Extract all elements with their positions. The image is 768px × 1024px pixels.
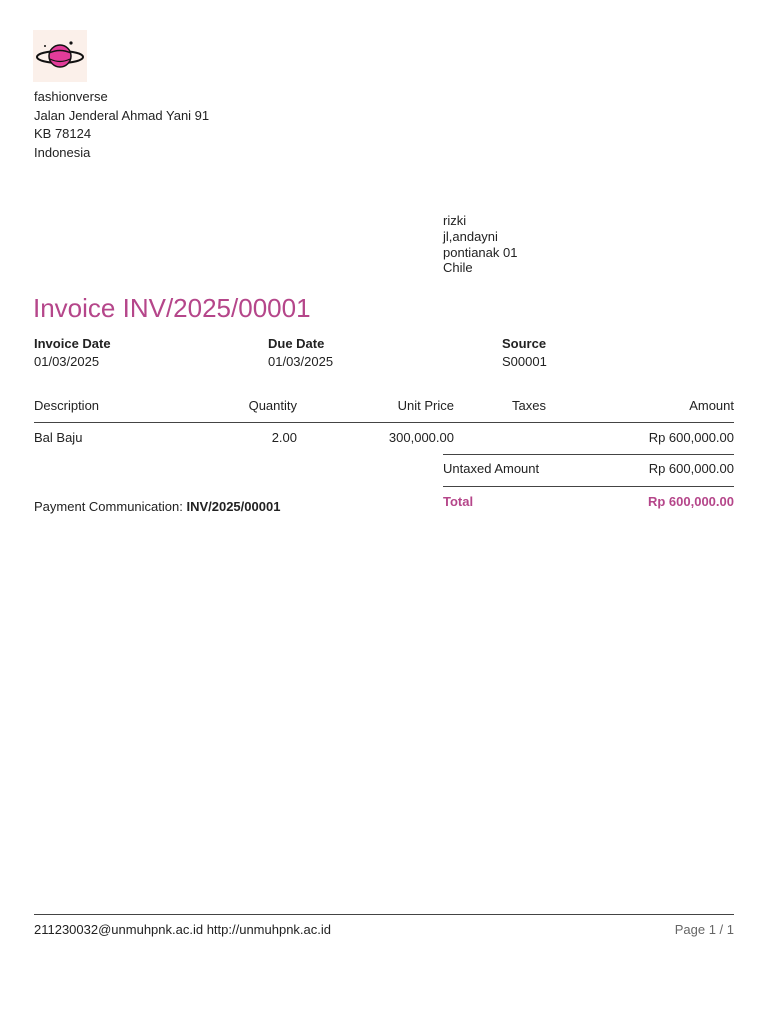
payment-communication (34, 499, 280, 514)
totals-divider-top (443, 454, 734, 455)
untaxed-amount-label: Untaxed Amount (443, 461, 540, 476)
total-value: Rp 600,000.00 (647, 494, 734, 509)
company-address (34, 88, 209, 162)
company-city-zip: KB 78124 (34, 126, 92, 141)
source-label: Source (502, 336, 547, 351)
column-header-amount: Amount (689, 398, 734, 413)
company-country: Indonesia (34, 144, 91, 160)
page-number: Page 1 / 1 (674, 922, 734, 937)
due-date-value: 01/03/2025 (268, 354, 334, 369)
company-logo (33, 30, 87, 82)
table-header-divider (34, 422, 734, 423)
customer-city: pontianak 01 (443, 244, 518, 260)
line-quantity: 2.00 (271, 430, 297, 445)
footer-contact: 211230032@unmuhpnk.ac.id http://unmuhpnk.ac.id (34, 922, 331, 937)
column-header-quantity: Quantity (248, 398, 297, 413)
untaxed-amount-value: Rp 600,000.00 (648, 461, 734, 476)
planet-logo-icon (35, 36, 85, 76)
invoice-title: Invoice INV/2025/00001 (33, 293, 311, 323)
line-amount: Rp 600,000.00 (648, 430, 734, 445)
customer-country: Chile (443, 260, 473, 276)
column-header-unit-price: Unit Price (397, 398, 454, 413)
invoice-date-value: 01/03/2025 (34, 354, 100, 369)
customer-address (443, 213, 517, 276)
line-description: Bal Baju (34, 430, 83, 445)
due-date-label: Due Date (268, 336, 325, 351)
invoice-date-label: Invoice Date (34, 336, 111, 351)
column-header-description: Description (34, 398, 100, 413)
payment-communication-label: Payment Communication: (34, 499, 187, 514)
company-street: Jalan Jenderal Ahmad Yani 91 (34, 107, 210, 123)
customer-name: rizki (443, 213, 467, 228)
footer-divider (34, 914, 734, 915)
source-value: S00001 (502, 354, 547, 369)
totals-divider-bottom (443, 486, 734, 487)
line-unit-price: 300,000.00 (388, 430, 454, 445)
payment-reference: INV/2025/00001 (186, 499, 281, 514)
customer-street: jl,andayni (443, 228, 498, 244)
column-header-taxes: Taxes (512, 398, 546, 413)
total-label: Total (443, 494, 474, 509)
company-name: fashionverse (34, 89, 108, 104)
